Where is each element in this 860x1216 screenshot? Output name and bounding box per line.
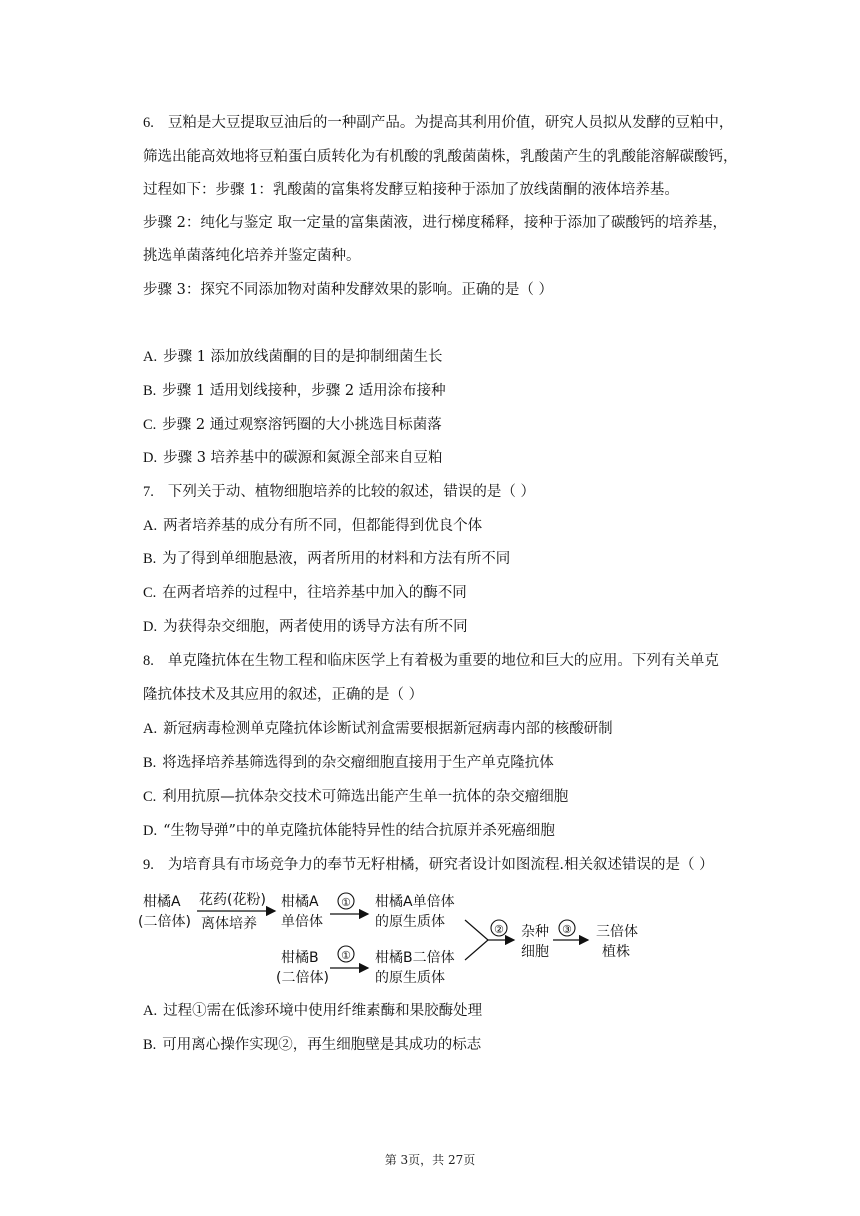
q7-number: 7. (143, 484, 154, 500)
culture-label-top: 花药(花粉) (199, 892, 266, 908)
q8-number: 8. (143, 653, 154, 669)
hybrid-label: 杂种 (521, 924, 549, 940)
merge-line-bottom (465, 940, 488, 960)
proto-b-sub: 的原生质体 (375, 970, 445, 986)
triploid-sub: 植株 (602, 944, 630, 960)
q8-line-2: 隆抗体技术及其应用的叙述，正确的是（ ） (143, 687, 424, 703)
q6-number: 6. (143, 115, 154, 131)
q6-line-4: 步骤 2：纯化与鉴定 取一定量的富集菌液，进行梯度稀释，接种于添加了碳酸钙的培养基， (143, 215, 727, 231)
q7-option-c: C. 在两者培养的过程中，往培养基中加入的酶不同 (143, 585, 467, 601)
step2-label: ② (494, 923, 504, 936)
step1-label-top: ① (341, 896, 351, 909)
step3-label: ③ (562, 923, 572, 936)
q8-option-a: A. 新冠病毒检测单克隆抗体诊断试剂盒需要根据新冠病毒内部的核酸研制 (143, 721, 613, 737)
q8-option-c: C. 利用抗原—抗体杂交技术可筛选出能产生单一抗体的杂交瘤细胞 (143, 789, 569, 805)
q9-flow-diagram (135, 884, 655, 994)
orange-b-ploidy: (二倍体) (276, 970, 329, 986)
q6-option-c: C. 步骤 2 通过观察溶钙圈的大小挑选目标菌落 (143, 417, 442, 433)
q6-option-d: D. 步骤 3 培养基中的碳源和氮源全部来自豆粕 (143, 450, 443, 466)
q8-line-1: 8. 单克隆抗体在生物工程和临床医学上有着极为重要的地位和巨大的应用。下列有关单克 (143, 653, 719, 669)
q8-option-d: D. “生物导弹”中的单克隆抗体能特异性的结合抗原并杀死癌细胞 (143, 823, 555, 839)
q6-line-6: 步骤 3：探究不同添加物对菌种发酵效果的影响。正确的是（ ） (143, 282, 553, 298)
q6-option-a: A. 步骤 1 添加放线菌酮的目的是抑制细菌生长 (143, 349, 443, 365)
hybrid-sub: 细胞 (521, 944, 549, 960)
q6-line-5: 挑选单菌落纯化培养并鉴定菌种。 (143, 248, 361, 264)
culture-label-bottom: 离体培养 (201, 916, 257, 932)
page-footer: 第 3页，共 27页 (384, 1153, 476, 1167)
step1-label-bottom: ① (341, 949, 351, 962)
haploid-a-label: 柑橘A (281, 894, 319, 910)
proto-a-label: 柑橘A单倍体 (375, 894, 455, 910)
q9-option-a: A. 过程①需在低渗环境中使用纤维素酶和果胶酶处理 (143, 1003, 483, 1019)
q8-option-b: B. 将选择培养基筛选得到的杂交瘤细胞直接用于生产单克隆抗体 (143, 755, 554, 771)
q9-number: 9. (143, 857, 154, 873)
haploid-a-sub: 单倍体 (281, 914, 323, 930)
q9-stem: 9. 为培育具有市场竞争力的奉节无籽柑橘，研究者设计如图流程.相关叙述错误的是（ ） (143, 857, 714, 873)
merge-line-top (465, 920, 488, 940)
q6-option-b: B. 步骤 1 适用划线接种，步骤 2 适用涂布接种 (143, 383, 446, 399)
q6-line-3: 过程如下：步骤 1：乳酸菌的富集将发酵豆粕接种于添加了放线菌酮的液体培养基。 (143, 182, 679, 198)
proto-a-sub: 的原生质体 (375, 914, 445, 930)
orange-a-ploidy: (二倍体) (138, 914, 191, 930)
triploid-label: 三倍体 (596, 924, 638, 940)
q7-option-b: B. 为了得到单细胞悬液，两者所用的材料和方法有所不同 (143, 551, 511, 567)
q7-stem: 7. 下列关于动、植物细胞培养的比较的叙述，错误的是（ ） (143, 484, 535, 500)
q7-option-a: A. 两者培养基的成分有所不同，但都能得到优良个体 (143, 518, 483, 534)
q6-line-2: 筛选出能高效地将豆粕蛋白质转化为有机酸的乳酸菌菌株，乳酸菌产生的乳酸能溶解碳酸钙， (143, 149, 738, 165)
q6-line-1: 6. 豆粕是大豆提取豆油后的一种副产品。为提高其利用价值，研究人员拟从发酵的豆粕中， (143, 115, 734, 131)
q9-option-b: B. 可用离心操作实现②，再生细胞壁是其成功的标志 (143, 1037, 482, 1053)
orange-b-label: 柑橘B (281, 950, 319, 966)
orange-a-label: 柑橘A (143, 894, 181, 910)
proto-b-label: 柑橘B二倍体 (375, 950, 455, 966)
q7-option-d: D. 为获得杂交细胞，两者使用的诱导方法有所不同 (143, 619, 468, 635)
